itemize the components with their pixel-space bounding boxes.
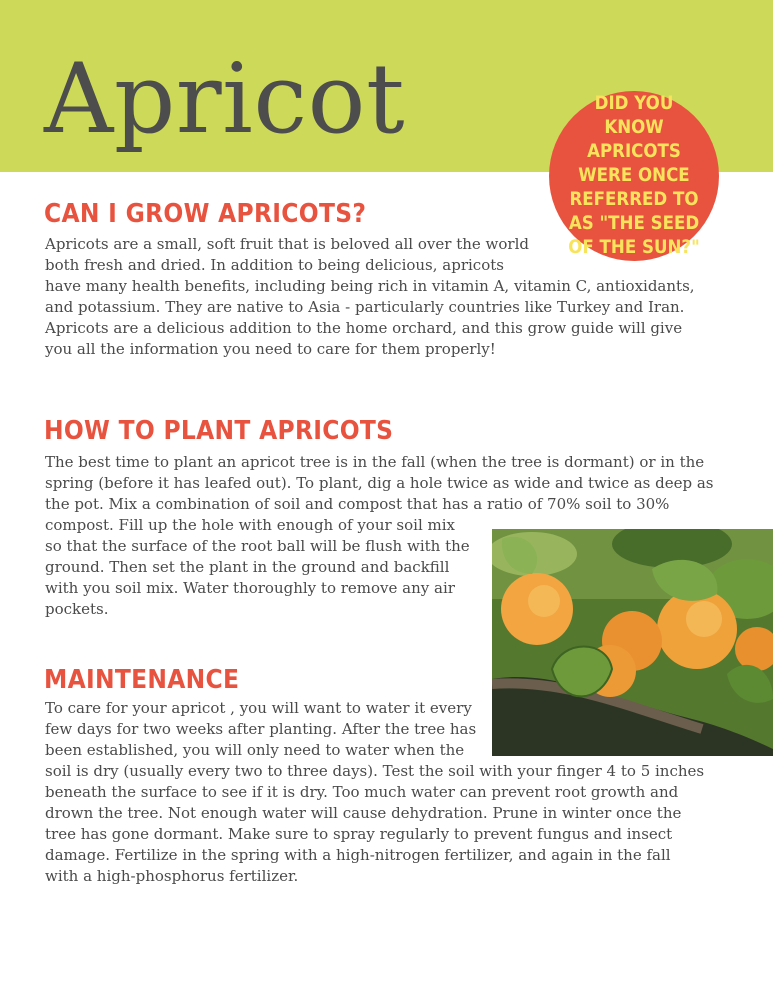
text-line: ground. Then set the plant in the ground and backfill — [45, 558, 450, 576]
text-line: damage. Fertilize in the spring with a high-nitrogen fertilizer, and again in the fall — [45, 846, 671, 864]
text-line: have many health benefits, including being rich in vitamin A, vitamin C, antioxidants, — [45, 277, 695, 295]
text-line: both fresh and dried. In addition to being delicious, apricots — [45, 256, 504, 274]
page-title: Apricot — [44, 43, 406, 155]
text-line: and potassium. They are native to Asia - particularly countries like Turkey and Iran. — [45, 298, 685, 316]
text-line: Apricots are a small, soft fruit that is beloved all over the world — [45, 235, 529, 253]
heading-how-to-plant: HOW TO PLANT APRICOTS — [44, 416, 394, 446]
text-line: with a high-phosphorus fertilizer. — [45, 867, 299, 885]
text-line: Apricots are a delicious addition to the home orchard, and this grow guide will give — [45, 319, 683, 337]
text-line: drown the tree. Not enough water will cause dehydration. Prune in winter once the — [45, 804, 682, 822]
text-line: the pot. Mix a combination of soil and compost that has a ratio of 70% soil to 30% — [45, 495, 670, 513]
paragraph-maintenance — [45, 698, 704, 887]
text-line: so that the surface of the root ball will be flush with the — [45, 537, 470, 555]
text-line: beneath the surface to see if it is dry. Too much water can prevent root growth and — [45, 783, 679, 801]
text-line: soil is dry (usually every two to three days). Test the soil with your finger 4 to 5 inches — [45, 762, 705, 780]
paragraph-can-i-grow — [45, 234, 695, 360]
text-line: tree has gone dormant. Make sure to spray regularly to prevent fungus and insect — [45, 825, 673, 843]
text-line: spring (before it has leafed out). To plant, dig a hole twice as wide and twice as deep as — [45, 474, 714, 492]
text-line: few days for two weeks after planting. After the tree has — [45, 720, 477, 738]
text-line: The best time to plant an apricot tree is in the fall (when the tree is dormant) or in the — [45, 453, 705, 471]
text-line: been established, you will only need to water when the — [45, 741, 465, 759]
text-line: pockets. — [45, 600, 109, 618]
heading-can-i-grow: CAN I GROW APRICOTS? — [44, 199, 367, 229]
text-line: To care for your apricot , you will want to water it every — [45, 699, 472, 717]
text-line: compost. Fill up the hole with enough of your soil mix — [45, 516, 455, 534]
fun-fact-text: DID YOU KNOW APRICOTS WERE ONCE REFERRED TO AS "THE SEED OF THE SUN?" — [568, 93, 700, 258]
heading-maintenance: MAINTENANCE — [44, 665, 240, 695]
text-line: with you soil mix. Water thoroughly to remove any air — [45, 579, 455, 597]
text-line: you all the information you need to care for them properly! — [45, 340, 496, 358]
